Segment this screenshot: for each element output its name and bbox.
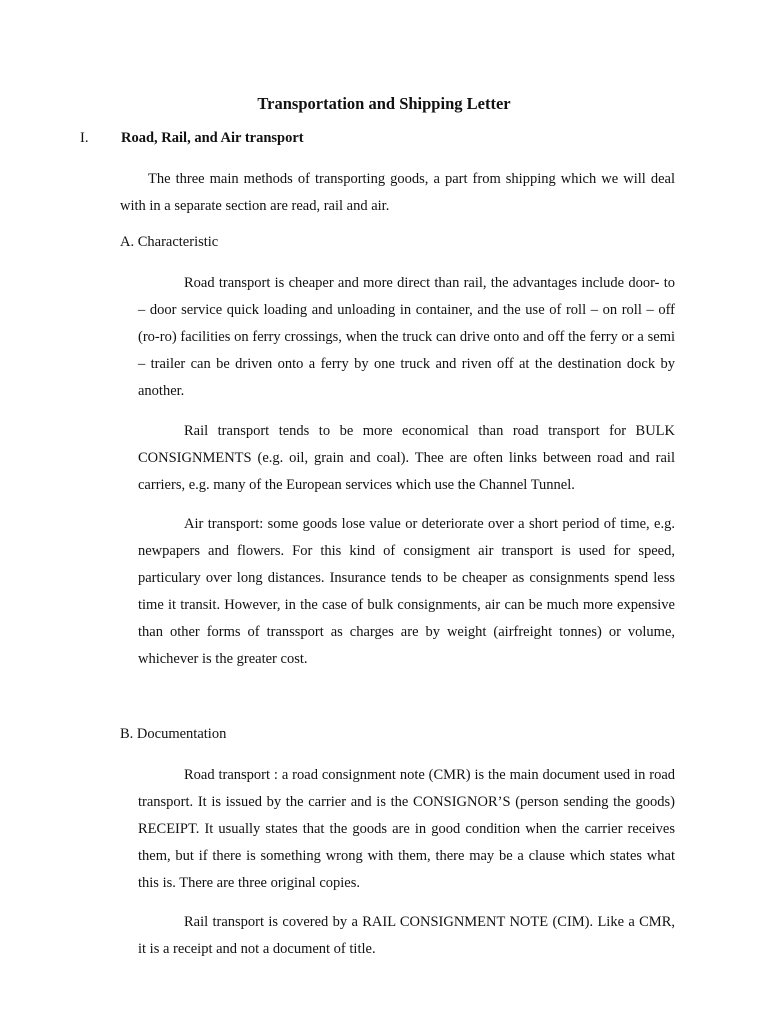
section-number: I. — [80, 130, 89, 146]
paragraph-road-documentation: Road transport : a road consignment note (CMR) is the main document used in road transport. It is issued by the carrier and is the CONSIGNOR’S (person sending the goods) RECEIPT. It usually states that the goods are in good condition when the carrier receives them, but if there is something wrong with them, there may be a clause which states what this is. There are three original copies. — [138, 767, 675, 891]
subsection-heading-documentation: B. Documentation — [120, 726, 227, 742]
paragraph-rail-documentation: Rail transport is covered by a RAIL CONSIGNMENT NOTE (CIM). Like a CMR, it is a receipt and not a document of title. — [138, 914, 675, 957]
section-heading — [80, 130, 304, 147]
subsection-heading-characteristic: A. Characteristic — [120, 234, 219, 250]
intro-paragraph: The three main methods of transporting goods, a part from shipping which we will deal with in a separate section are read, rail and air. — [120, 171, 675, 214]
section-title: Road, Rail, and Air transport — [121, 130, 304, 146]
paragraph-air-transport: Air transport: some goods lose value or deteriorate over a short period of time, e.g. newpapers and flowers. For this kind of consigment air transport is used for speed, particulary over long distances. Insurance tends to be cheaper as consignments spend less time it transit. However, in the case of bulk consignments, air can be much more expensive than other forms of transsport as charges are by weight (airfreight tonnes) or volume, whichever is the greater cost. — [138, 516, 675, 667]
paragraph-road-transport: Road transport is cheaper and more direct than rail, the advantages include door- to – door service quick loading and unloading in container, and the use of roll – on roll – off (ro-ro) facilities on ferry crossings, when the truck can drive onto and off the ferry or a semi – trailer can be driven onto a ferry by one truck and riven off at the destination dock by another. — [138, 275, 675, 399]
document-title: Transportation and Shipping Letter — [257, 94, 511, 113]
paragraph-rail-transport: Rail transport tends to be more economical than road transport for BULK CONSIGNMENTS (e.g. oil, grain and coal). Thee are often links between road and rail carriers, e.g. many of the European services which use the Channel Tunnel. — [138, 423, 675, 493]
